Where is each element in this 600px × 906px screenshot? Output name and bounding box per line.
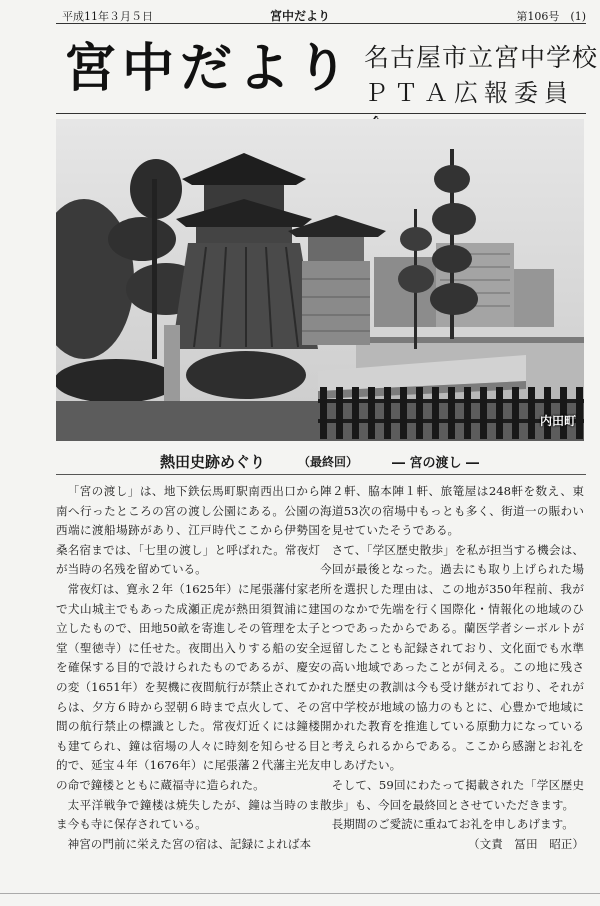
committee-name: ＰＴＡ広報委員	[364, 79, 574, 107]
article-paragraph: 神宮の門前に栄えた宮の宿は、記録によれば本	[67, 836, 312, 851]
page-header	[0, 4, 600, 22]
page-bottom-edge	[0, 893, 600, 894]
lighthouse-photo-image	[56, 119, 584, 441]
article-column-right	[320, 482, 584, 854]
article-title: 熱田史跡めぐり	[160, 453, 266, 471]
issue-date: 平成11年３月５日	[62, 10, 153, 23]
article-paragraph: そして、59回にわたって掲載された「学区歴史散歩」も、今回を最終回とさせていただきます。	[320, 777, 584, 812]
article-paragraph: 陣２軒、脇本陣１軒、旅篭屋は248軒を数え、東海道53次の宿場中もっとも多く、街道一の賑わいを見せていたそうである。	[320, 484, 584, 538]
article-paragraph: 長期間のご愛読に重ねてお礼を申しあげます。	[331, 817, 574, 832]
article-photo	[56, 119, 584, 441]
article-paragraph: 太平洋戦争で鐘楼は焼失したが、鐘は当時のまま今も寺に保存されている。	[56, 797, 320, 832]
article-credit: （文責 冨田 昭正）	[468, 836, 584, 851]
school-name: 名古屋市立宮中学校	[364, 43, 599, 72]
article-column-left	[56, 482, 320, 854]
masthead-title: 宮中だより	[64, 38, 355, 99]
article-paragraph: さて、「学区歴史散歩」を私が担当する機会は、今回が最後となった。過去にも取り上げられた場所を選択した理由は、この地が350年程前、我が国のなかで先端を行く国際化・情報化の地域のひとつであったからである。蘭医学者シーボルトが逗留したことも記録されており、文化面でも水準の高い地域であったことが伺える。この地に残された歴史の教訓は今も受け継がれており、それが宮中学校が地域の協力のもとに、心豊かで地域に開かれた教育を推進している原動力になっていると考えられるからである。ここから感謝とお礼を申しあげたい。	[320, 542, 584, 773]
article-paragraph: 「宮の渡し」は、地下鉄伝馬町駅南西出口から南へ行ったところの宮の渡し公園にある。公園の西端に渡船場跡があり、江戸時代ここから伊勢国桑名宿までは、「七里の渡し」と呼ばれた。常夜灯が当時の名残を留めている。	[56, 484, 320, 577]
issue-number: 第106号 (1)	[516, 10, 586, 23]
photo-caption: 内田町	[539, 414, 576, 428]
article-round: （最終回）	[298, 455, 359, 469]
header-divider	[56, 23, 586, 24]
article-subtitle: ― 宮の渡し ―	[392, 456, 480, 471]
article-paragraph: 常夜灯は、寛永２年（1625年）に尾張藩付家老で犬山城主でもあった成瀬正虎が熱田須賀浦に建立したもので、田地50畝を寄進しその管理を太子堂（聖徳寺）に任せた。夜間出入りする船の安全を確保する目的で設けられたものであるが、慶安の変（1651年）を契機に夜間航行が禁止されてからは、夕方６時から翌朝６時まで点火して、その間の航行禁止の標識とした。常夜灯近くには鐘楼も建てられ、鐘は宿場の人々に時刻を知らせる目的で、延宝４年（1676年）に尾張藩２代藩主光友の命で鐘楼とともに蔵福寺に造られた。	[56, 581, 320, 792]
article-divider	[56, 474, 586, 475]
header-title: 宮中だより	[270, 9, 331, 23]
masthead-divider	[56, 113, 586, 114]
